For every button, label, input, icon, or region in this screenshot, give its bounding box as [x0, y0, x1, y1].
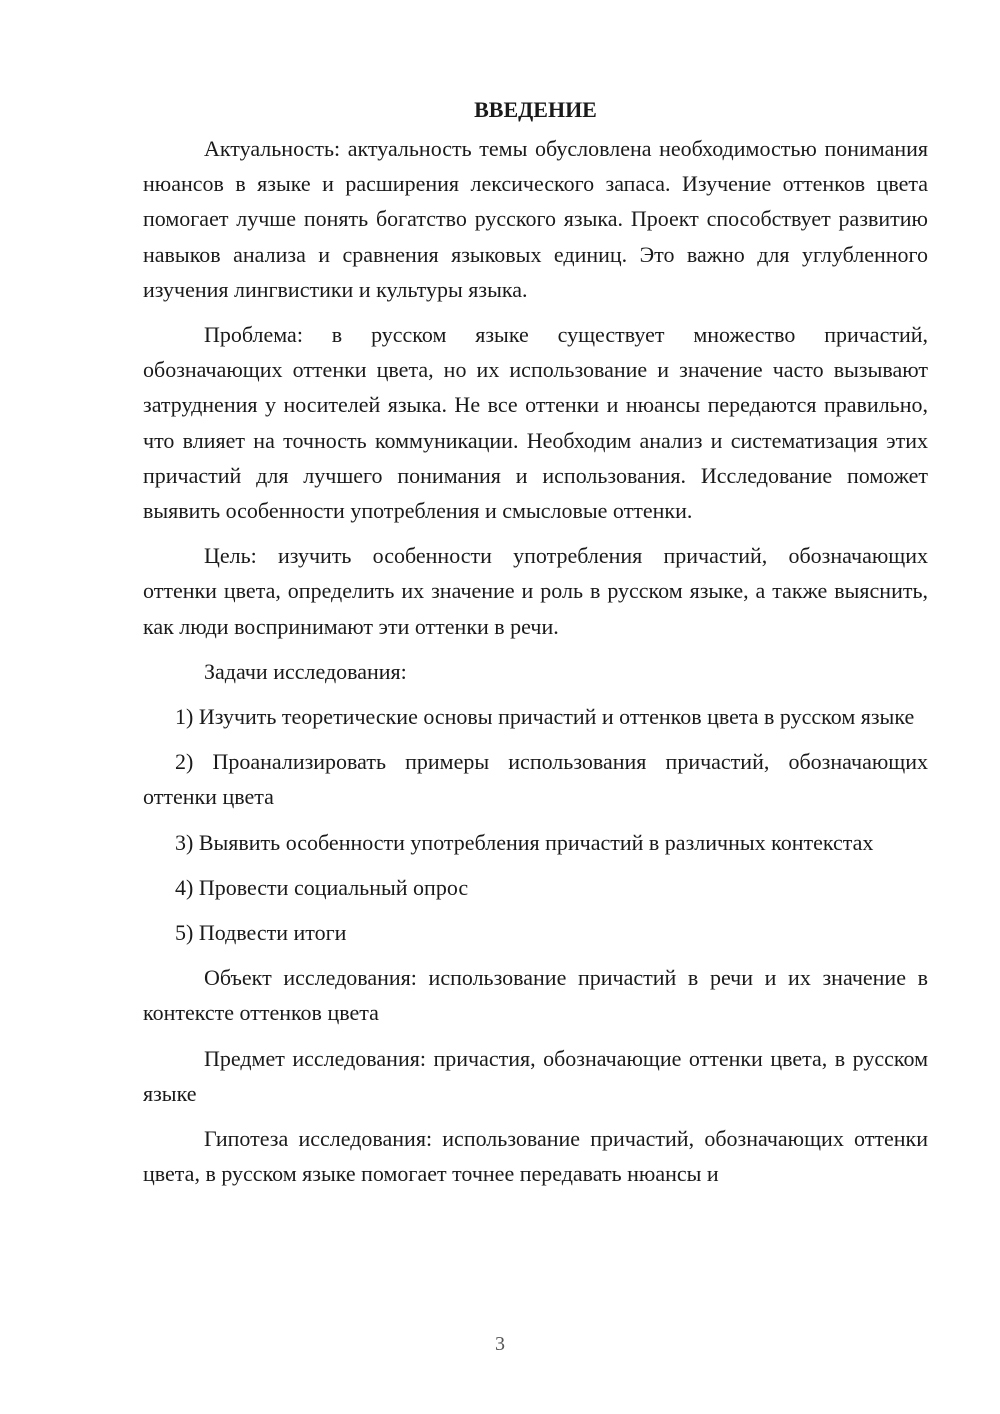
- page-number: 3: [495, 1333, 505, 1355]
- task-item: 3) Выявить особенности употребления причастий в различных контекстах: [175, 829, 874, 855]
- paragraph-object: Объект исследования: использование причастий в речи и их значение в контексте оттенков цвета: [143, 965, 928, 1026]
- document-page: [143, 92, 928, 1201]
- task-item: 2) Проанализировать примеры использования причастий, обозначающих оттенки цвета: [143, 749, 928, 810]
- task-item: 4) Провести социальный опрос: [175, 874, 469, 900]
- paragraph-problem: Проблема: в русском языке существует множество причастий, обозначающих оттенки цвета, но их использование и значение часто вызывают затруднения у носителей языка. Не все оттенки и нюансы передаются правильно, что влияет на точность коммуникации. Необходим анализ и систематизация этих причастий для лучшего понимания и использования. Исследование поможет выявить особенности употребления и смысловые оттенки.: [143, 322, 928, 524]
- paragraph-subject: Предмет исследования: причастия, обозначающие оттенки цвета, в русском языке: [143, 1045, 928, 1106]
- tasks-title: Задачи исследования:: [204, 658, 407, 684]
- task-item: 1) Изучить теоретические основы причастий и оттенков цвета в русском языке: [175, 704, 915, 730]
- paragraph-hypothesis: Гипотеза исследования: использование причастий, обозначающих оттенки цвета, в русском языке помогает точнее передавать нюансы и: [143, 1126, 928, 1187]
- task-item: 5) Подвести итоги: [175, 920, 347, 946]
- paragraph-relevance: Актуальность: актуальность темы обусловлена необходимостью понимания нюансов в языке и расширения лексического запаса. Изучение оттенков цвета помогает лучше понять богатство русского языка. Проект способствует развитию навыков анализа и сравнения языковых единиц. Это важно для углубленного изучения лингвистики и культуры языка.: [143, 136, 928, 302]
- paragraph-goal: Цель: изучить особенности употребления причастий, обозначающих оттенки цвета, определить их значение и роль в русском языке, а также выяснить, как люди воспринимают эти оттенки в речи.: [143, 543, 928, 639]
- section-heading: ВВЕДЕНИЕ: [474, 97, 597, 122]
